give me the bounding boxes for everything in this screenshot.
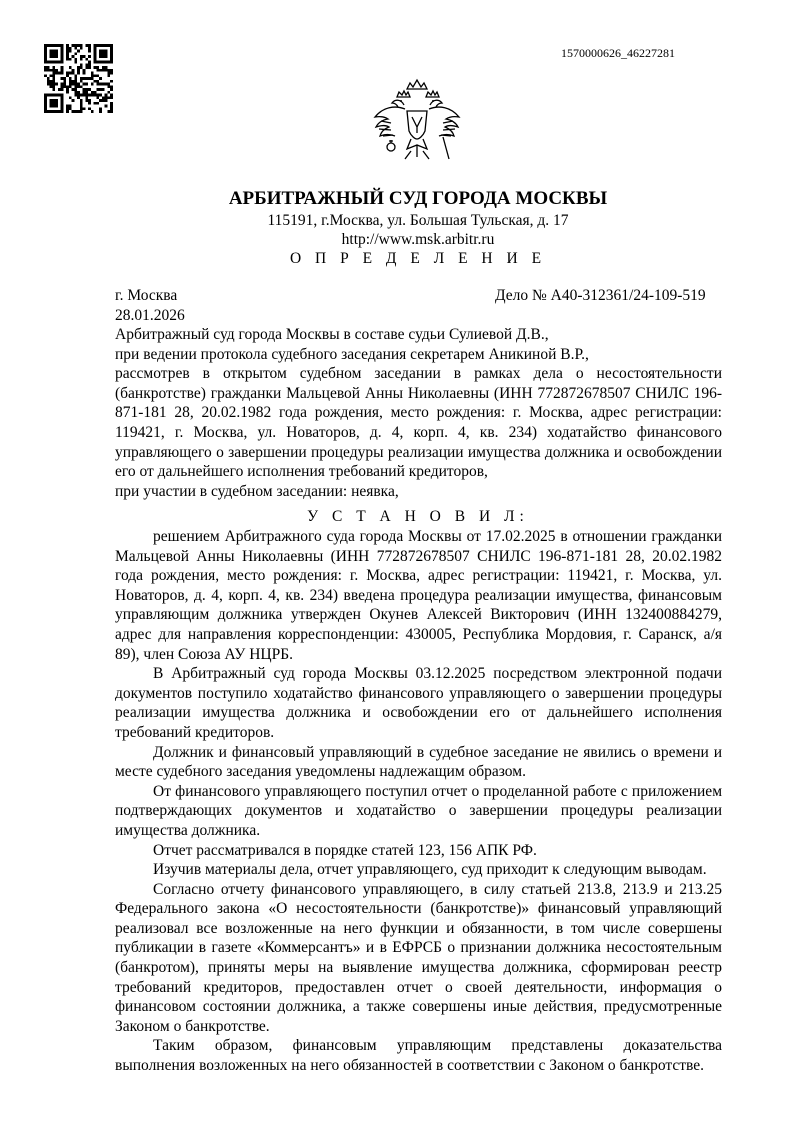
document-id: 1570000626_46227281 [561,46,675,60]
body-paragraph: Должник и финансовый управляющий в судебное заседание не явились о времени и месте судебного заседания уведомлены надлежащим образом. [115,743,722,781]
body-paragraph: От финансового управляющего поступил отчет о проделанной работе с приложением подтверждающих документов и ходатайство о завершении процедуры реализации имущества должника. [115,782,722,839]
qr-code [44,44,113,113]
body-paragraph: Отчет рассматривался в порядке статей 123, 156 АПК РФ. [153,841,537,859]
body-block [115,527,722,1076]
intro-paragraph: при ведении протокола судебного заседания секретарем Аникиной В.Р., [115,345,589,363]
court-address: 115191, г.Москва, ул. Большая Тульская, д. 17 [267,212,569,229]
body-paragraph: Таким образом, финансовым управляющим представлены доказательства выполнения возложенных на него обязанностей в соответствии с Законом о банкротстве. [115,1037,722,1075]
body-paragraph: Согласно отчету финансового управляющего, в силу статьей 213.8, 213.9 и 213.25 Федерального закона «О несостоятельности (банкротстве)» финансовый управляющий реализовал все возложенные на него функции и обязанности, в том числе совершены публикации в газете «Коммерсантъ» и в ЕФРСБ о признании должника несостоятельным (банкротом), приняты меры на выявление имущества должника, сформирован реестр требований кредиторов, предоставлен отчет о своей деятельности, информация о финансовом состоянии должника, а также совершены иные действия, предусмотренные Законом о банкротстве. [115,880,722,1035]
section-title: У С Т А Н О В И Л: [307,508,529,525]
intro-paragraph: рассмотрев в открытом судебном заседании в рамках дела о несостоятельности (банкротстве) гражданки Мальцевой Анны Николаевны (ИНН 772872678507 СНИЛС 196-871-181 28, 20.02.1982 года рождения, место рождения: г. Москва, адрес регистрации: 119421, г. Москва, ул. Новаторов, д. 4, корп. 4, кв. 234) ходатайство финансового управляющего о завершении процедуры реализации имущества должника и освобождении его от дальнейшего исполнения требований кредиторов, [115,365,722,481]
court-website: http://www.msk.arbitr.ru [341,231,495,248]
body-paragraph: В Арбитражный суд города Москвы 03.12.2025 посредством электронной подачи документов поступило ходатайство финансового управляющего о завершении процедуры реализации имущества должника и освобождении его от дальнейшего исполнения требований кредиторов. [115,665,722,741]
case-number: Дело № А40-312361/24-109-519 [495,287,706,304]
intro-block [115,325,722,501]
intro-paragraph: Арбитражный суд города Москвы в составе судьи Сулиевой Д.В., [115,326,549,343]
intro-paragraph: при участии в судебном заседании: неявка, [115,482,399,500]
decision-date: 28.01.2026 [115,307,185,324]
body-paragraph: Изучив материалы дела, отчет управляющего, суд приходит к следующим выводам. [153,861,707,879]
coat-of-arms-icon [367,77,467,167]
city: г. Москва [115,287,178,304]
document-type-heading: О П Р Е Д Е Л Е Н И Е [289,250,547,267]
court-name: АРБИТРАЖНЫЙ СУД ГОРОДА МОСКВЫ [228,188,608,209]
body-paragraph: решением Арбитражного суда города Москвы от 17.02.2025 в отношении гражданки Мальцевой Анны Николаевны (ИНН 772872678507 СНИЛС 196-871-181 28, 20.02.1982 года рождения, место рождения: г. Москва, адрес регистрации: 119421, г. Москва, ул. Новаторов, д. 4, корп. 4, кв. 234) введена процедура реализации имущества, финансовым управляющим должника утвержден Окунев Алексей Викторович (ИНН 132400884279, адрес для направления корреспонденции: 430005, Республика Мордовия, г. Саранск, а/я 89), член Союза АУ НЦРБ. [115,528,722,663]
